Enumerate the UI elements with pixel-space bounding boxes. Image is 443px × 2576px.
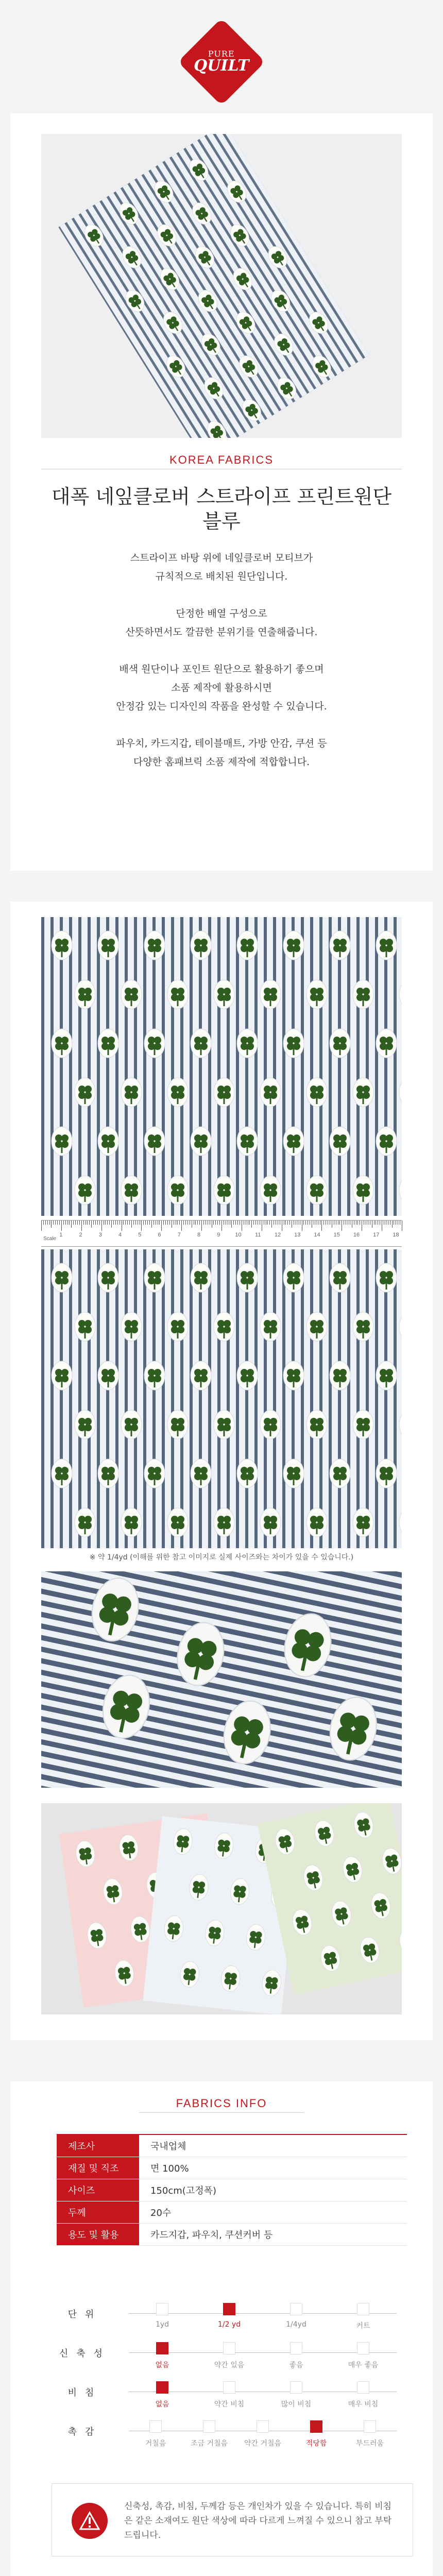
gauge-option-label: 약간 거칠음 bbox=[244, 2439, 282, 2448]
ruler-tick bbox=[115, 1221, 116, 1225]
gauge-marker bbox=[257, 2420, 269, 2433]
ruler-tick bbox=[287, 1221, 288, 1225]
gauge-marker bbox=[223, 2381, 235, 2394]
ruler-tick bbox=[61, 1221, 62, 1231]
ruler-number: 4 bbox=[118, 1232, 122, 1238]
gauge-option-label: 매우 비침 bbox=[348, 2400, 379, 2409]
gauge-option bbox=[268, 2303, 325, 2329]
ruler-tick bbox=[43, 1221, 44, 1225]
gauge-option bbox=[181, 2420, 237, 2448]
ruler-tick bbox=[305, 1221, 306, 1225]
gauge-option bbox=[134, 2381, 191, 2409]
gauge-option-label: 1/2 yd bbox=[217, 2320, 241, 2329]
product-description bbox=[41, 549, 402, 771]
ruler-tick bbox=[323, 1221, 324, 1225]
ruler-tick bbox=[91, 1221, 92, 1228]
ruler-tick bbox=[57, 1221, 58, 1225]
ruler-tick bbox=[255, 1221, 256, 1225]
ruler-tick bbox=[41, 1221, 42, 1231]
ruler-tick bbox=[75, 1221, 76, 1225]
gauge-option-label: 없음 bbox=[155, 2400, 169, 2409]
description-line: 안정감 있는 디자인의 작품을 완성할 수 있습니다. bbox=[116, 701, 327, 712]
gauge-marker bbox=[156, 2381, 168, 2394]
gauge-marker bbox=[357, 2381, 369, 2394]
ruler-number: 2 bbox=[79, 1232, 82, 1238]
gauge-option-label: 없음 bbox=[155, 2361, 169, 2369]
ruler-number: 17 bbox=[373, 1232, 380, 1238]
spec-key: 두께 bbox=[57, 2201, 139, 2223]
gauge-option bbox=[201, 2381, 258, 2409]
gauge-option-label: 거칠음 bbox=[145, 2439, 166, 2448]
gauge-option-label: 조금 거칠음 bbox=[190, 2439, 228, 2448]
ruler-tick bbox=[253, 1221, 254, 1225]
gauge-row bbox=[57, 2337, 407, 2376]
brand-logo-area bbox=[0, 0, 443, 124]
ruler-tick bbox=[249, 1221, 250, 1225]
gauge-option-label: 약간 있음 bbox=[214, 2361, 245, 2369]
ruler-tick bbox=[71, 1221, 72, 1228]
ruler-number: 16 bbox=[353, 1232, 360, 1238]
brand-logo-text bbox=[194, 50, 249, 74]
ruler-tick bbox=[127, 1221, 128, 1225]
ruler-tick bbox=[147, 1221, 148, 1225]
ruler-tick bbox=[215, 1221, 216, 1225]
brand-logo bbox=[178, 18, 265, 106]
description-line: 소품 제작에 활용하시면 bbox=[171, 682, 272, 693]
description-line: 규칙적으로 배치된 원단입니다. bbox=[155, 571, 288, 582]
ruler-tick bbox=[185, 1221, 186, 1225]
gauge-option bbox=[288, 2420, 345, 2448]
gauge-option-label: 부드러움 bbox=[355, 2439, 384, 2448]
gauge-option-label: 1/4yd bbox=[286, 2320, 306, 2329]
ruler-number: 15 bbox=[333, 1232, 340, 1238]
ruler-tick bbox=[113, 1221, 114, 1225]
spec-key: 사이즈 bbox=[57, 2179, 139, 2201]
gauge-marker bbox=[149, 2420, 162, 2433]
gauge-option bbox=[134, 2342, 191, 2370]
ruler-tick bbox=[149, 1221, 150, 1225]
ruler-tick bbox=[117, 1221, 118, 1225]
ruler-tick bbox=[167, 1221, 168, 1225]
ruler-tick bbox=[165, 1221, 166, 1225]
ruler-tick bbox=[89, 1221, 90, 1225]
ruler-tick bbox=[143, 1221, 144, 1225]
gauge-marker bbox=[310, 2420, 322, 2433]
ruler-number: 11 bbox=[255, 1232, 261, 1238]
warning-text: 신축성, 촉감, 비침, 두께감 등은 개인차가 있을 수 있습니다. 특히 비침은 같은 소재여도 원단 색상에 따라 다르게 느껴질 수 있으니 참고 부탁드립니다. bbox=[124, 2501, 392, 2540]
ruler-tick bbox=[45, 1221, 46, 1225]
gauge-label: 신축성 bbox=[59, 2348, 111, 2359]
logo-small-text: PURE bbox=[208, 49, 235, 59]
ruler-number: 5 bbox=[138, 1232, 142, 1238]
ruler-number: 7 bbox=[177, 1232, 181, 1238]
description-line: 배색 원단이나 포인트 원단으로 활용하기 좋으며 bbox=[119, 664, 324, 675]
fabric-image-panel bbox=[10, 902, 433, 2040]
ruler-tick bbox=[111, 1221, 112, 1228]
product-title-line2: 블루 bbox=[202, 510, 241, 533]
ruler-unit: Scale bbox=[43, 1236, 57, 1242]
ruler-tick bbox=[95, 1221, 96, 1225]
spec-row bbox=[57, 2224, 407, 2246]
section-label-korea-fabrics: KOREA FABRICS bbox=[169, 453, 274, 466]
gauge-option bbox=[127, 2420, 184, 2448]
gauge-option bbox=[134, 2303, 191, 2329]
ruler-tick bbox=[97, 1221, 98, 1225]
gauge-marker bbox=[223, 2303, 235, 2315]
ruler-tick bbox=[203, 1221, 204, 1225]
fabric-color-variants-image bbox=[41, 1803, 402, 2014]
gauge-marker bbox=[290, 2342, 302, 2354]
ruler-tick bbox=[197, 1221, 198, 1225]
gauge-option bbox=[268, 2381, 325, 2409]
spec-value: 국내업체 bbox=[150, 2141, 186, 2152]
ruler-tick bbox=[183, 1221, 184, 1225]
ruler-tick bbox=[251, 1221, 252, 1228]
ruler-tick bbox=[217, 1221, 218, 1225]
gauge-marker bbox=[357, 2342, 369, 2354]
spec-key: 재질 및 직조 bbox=[57, 2157, 139, 2179]
section-label-fabrics-info: FABRICS INFO bbox=[176, 2097, 267, 2110]
ruler-tick bbox=[53, 1221, 54, 1225]
gauge-label: 촉감 bbox=[67, 2427, 103, 2437]
property-gauges bbox=[57, 2298, 407, 2454]
gauge-marker bbox=[156, 2303, 168, 2315]
ruler-tick bbox=[169, 1221, 170, 1225]
ruler-tick bbox=[181, 1221, 182, 1231]
ruler-tick bbox=[199, 1221, 200, 1225]
fabric-ruler bbox=[41, 1220, 402, 1247]
ruler-tick bbox=[67, 1221, 68, 1225]
ruler-tick bbox=[161, 1221, 162, 1231]
ruler-tick bbox=[151, 1221, 152, 1228]
gauge-option-label: 많이 비침 bbox=[281, 2400, 312, 2409]
ruler-tick bbox=[73, 1221, 74, 1225]
ruler-tick bbox=[179, 1221, 180, 1225]
ruler-tick bbox=[392, 1221, 393, 1228]
ruler-tick bbox=[123, 1221, 124, 1225]
gauge-option-label: 커트 bbox=[356, 2322, 370, 2330]
ruler-tick bbox=[233, 1221, 234, 1225]
ruler-tick bbox=[271, 1221, 272, 1228]
gauge-option bbox=[335, 2381, 391, 2409]
ruler-tick bbox=[131, 1221, 132, 1228]
ruler-tick bbox=[235, 1221, 236, 1225]
ruler-tick bbox=[133, 1221, 134, 1225]
info-divider bbox=[139, 2112, 304, 2113]
ruler-tick bbox=[69, 1221, 70, 1225]
spec-value: 카드지갑, 파우치, 쿠션커버 등 bbox=[150, 2230, 273, 2241]
spec-table bbox=[57, 2134, 407, 2246]
ruler-number: 3 bbox=[98, 1232, 102, 1238]
ruler-tick bbox=[321, 1221, 322, 1231]
fabric-swatch-top bbox=[41, 917, 402, 1216]
description-line: 다양한 홈패브릭 소품 제작에 적합합니다. bbox=[133, 756, 310, 768]
warning-icon bbox=[72, 2503, 108, 2539]
ruler-tick bbox=[51, 1221, 52, 1228]
ruler-tick bbox=[77, 1221, 78, 1225]
ruler-tick bbox=[99, 1221, 100, 1225]
gauge-marker bbox=[203, 2420, 215, 2433]
gauge-option bbox=[268, 2342, 325, 2370]
ruler-tick bbox=[47, 1221, 48, 1225]
fabric-closeup-image bbox=[41, 1571, 402, 1788]
ruler-tick bbox=[83, 1221, 84, 1225]
ruler-tick bbox=[213, 1221, 214, 1225]
gauge-row bbox=[57, 2415, 407, 2454]
ruler-number: 13 bbox=[294, 1232, 301, 1238]
gauge-option bbox=[234, 2420, 291, 2448]
spec-value: 150cm(고정폭) bbox=[150, 2185, 216, 2196]
hero-fabric-image bbox=[41, 134, 402, 438]
ruler-tick bbox=[125, 1221, 126, 1225]
ruler-number: 9 bbox=[217, 1232, 220, 1238]
gauge-label: 단위 bbox=[67, 2309, 103, 2320]
ruler-tick bbox=[109, 1221, 110, 1225]
ruler-tick bbox=[289, 1221, 290, 1225]
description-line: 산뜻하면서도 깔끔한 분위기를 연출해줍니다. bbox=[125, 626, 318, 638]
ruler-tick bbox=[93, 1221, 94, 1225]
gauge-label: 비침 bbox=[67, 2387, 103, 2398]
ruler-number: 18 bbox=[393, 1232, 399, 1238]
ruler-tick bbox=[357, 1221, 358, 1225]
gauge-option-label: 적당함 bbox=[305, 2439, 327, 2448]
ruler-tick bbox=[87, 1221, 88, 1225]
product-title-line1: 대폭 네잎클로버 스트라이프 프린트원단 bbox=[51, 485, 392, 508]
ruler-tick bbox=[159, 1221, 160, 1225]
gauge-option bbox=[342, 2420, 398, 2448]
ruler-tick bbox=[201, 1221, 202, 1231]
description-line: 단정한 배열 구성으로 bbox=[176, 608, 267, 619]
ruler-tick bbox=[81, 1221, 82, 1231]
ruler-tick bbox=[163, 1221, 164, 1225]
spec-row bbox=[57, 2179, 407, 2201]
description-line bbox=[41, 716, 402, 734]
description-line: 스트라이프 바탕 위에 네잎클로버 모티브가 bbox=[130, 552, 313, 564]
ruler-tick bbox=[219, 1221, 220, 1225]
ruler-tick bbox=[107, 1221, 108, 1225]
warning-box bbox=[52, 2483, 413, 2556]
gauge-row bbox=[57, 2376, 407, 2415]
fabric-size-note: ※ 약 1/4yd (이해를 위한 참고 이미지로 실제 사이즈와는 차이가 있을 수 있습니다.) bbox=[89, 1553, 354, 1562]
description-line bbox=[41, 586, 402, 604]
spec-row bbox=[57, 2135, 407, 2157]
gauge-option bbox=[335, 2342, 391, 2370]
spec-row bbox=[57, 2201, 407, 2224]
spec-key: 제조사 bbox=[57, 2135, 139, 2157]
ruler-tick bbox=[105, 1221, 106, 1225]
ruler-tick bbox=[79, 1221, 80, 1225]
description-line: 파우치, 카드지갑, 테이블매트, 가방 안감, 쿠션 등 bbox=[116, 738, 327, 749]
gauge-option-label: 약간 비침 bbox=[214, 2400, 245, 2409]
spec-key: 용도 및 활용 bbox=[57, 2224, 139, 2245]
ruler-number: 1 bbox=[59, 1232, 63, 1238]
ruler-tick bbox=[65, 1221, 66, 1225]
gauge-marker bbox=[290, 2381, 302, 2394]
gauge-marker bbox=[290, 2303, 302, 2315]
ruler-tick bbox=[49, 1221, 50, 1225]
ruler-number: 6 bbox=[158, 1232, 161, 1238]
spec-row bbox=[57, 2157, 407, 2179]
description-line bbox=[41, 641, 402, 660]
ruler-tick bbox=[63, 1221, 64, 1225]
ruler-tick bbox=[141, 1221, 142, 1231]
gauge-marker bbox=[156, 2342, 168, 2354]
gauge-option bbox=[335, 2303, 391, 2331]
ruler-number: 12 bbox=[274, 1232, 281, 1238]
gauge-option bbox=[201, 2342, 258, 2370]
product-title bbox=[41, 484, 402, 534]
ruler-tick bbox=[135, 1221, 136, 1225]
gauge-option-label: 1yd bbox=[155, 2320, 169, 2329]
ruler-tick bbox=[267, 1221, 268, 1225]
ruler-tick bbox=[145, 1221, 146, 1225]
gauge-marker bbox=[223, 2342, 235, 2354]
gauge-option-label: 매우 좋음 bbox=[348, 2361, 379, 2369]
ruler-tick bbox=[101, 1221, 102, 1231]
gauge-marker bbox=[364, 2420, 376, 2433]
ruler-tick bbox=[339, 1221, 340, 1225]
gauge-row bbox=[57, 2298, 407, 2337]
ruler-tick bbox=[129, 1221, 130, 1225]
ruler-number: 10 bbox=[235, 1232, 242, 1238]
ruler-tick bbox=[231, 1221, 232, 1228]
spec-value: 면 100% bbox=[150, 2163, 189, 2174]
fabric-info-panel bbox=[10, 2081, 433, 2576]
spec-value: 20수 bbox=[150, 2208, 172, 2218]
fabric-swatch-bottom bbox=[41, 1249, 402, 1548]
ruler-tick bbox=[269, 1221, 270, 1225]
logo-big-text: QUILT bbox=[194, 57, 249, 75]
ruler-tick bbox=[177, 1221, 178, 1225]
ruler-tick bbox=[55, 1221, 56, 1225]
ruler-tick bbox=[195, 1221, 196, 1225]
gauge-option-label: 좋음 bbox=[289, 2361, 303, 2369]
ruler-tick bbox=[237, 1221, 238, 1225]
gauge-marker bbox=[357, 2303, 369, 2315]
ruler-tick bbox=[303, 1221, 304, 1225]
ruler-tick bbox=[285, 1221, 286, 1225]
top-info-panel bbox=[10, 113, 433, 871]
ruler-number: 8 bbox=[197, 1232, 201, 1238]
gauge-option bbox=[201, 2303, 258, 2329]
ruler-number: 14 bbox=[314, 1232, 320, 1238]
ruler-tick bbox=[59, 1221, 60, 1225]
